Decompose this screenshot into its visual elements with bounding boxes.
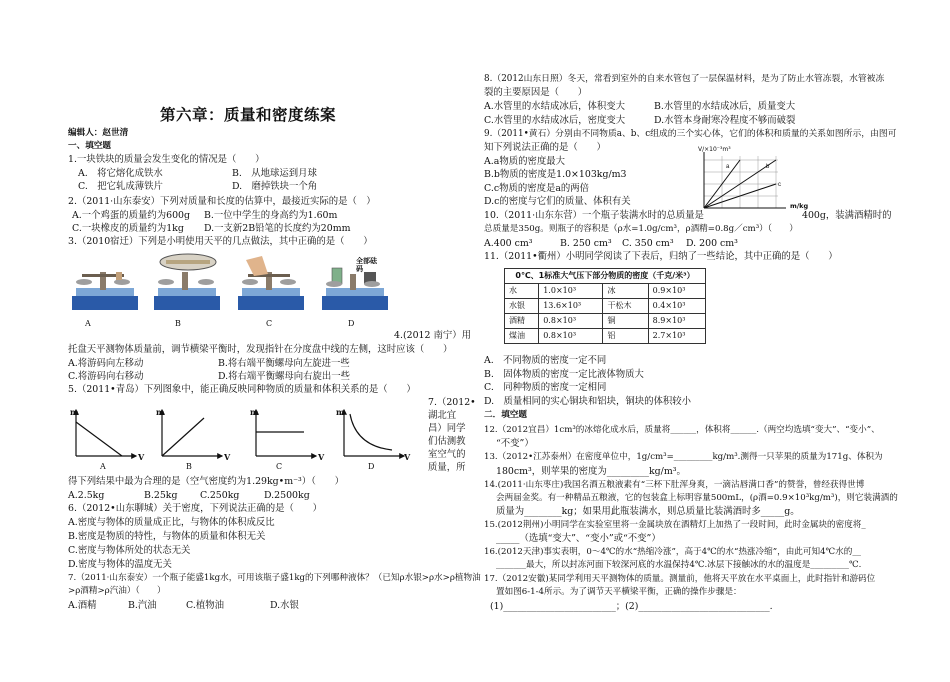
- section-2-heading: 二．填空题: [484, 410, 527, 420]
- q7b-option-d: D.水银: [270, 600, 299, 611]
- q7a-line-5: 室空气的: [428, 449, 466, 460]
- q9-option-b: B.b物质的密度是1.0×103kg/m3: [484, 169, 627, 180]
- editor-line: 编辑人：赵世清: [68, 128, 129, 138]
- fill-17: 17.（2012安徽)某同学利用天平测物体的质量。测量前，他将天平放在水平桌面上，此时指针和游码位: [484, 574, 876, 584]
- table-row: [505, 299, 706, 314]
- q7a-line-4: 们估测教: [428, 436, 466, 447]
- q8-option-c: C.水管里的水结成冰后，密度变大: [484, 115, 626, 126]
- balance-picture-b: [154, 254, 220, 310]
- question-8: 8.（2012山东日照）冬天，常看到室外的自来水管包了一层保温材料，是为了防止水管冻裂，水管被冻: [484, 74, 885, 84]
- q6-option-d: D.密度与物体的温度无关: [68, 559, 172, 570]
- table-cell: 0.8×10³: [539, 314, 603, 329]
- q4-option-a: A.将游码向左移动: [68, 358, 144, 369]
- q1-option-d: D. 磨掉铁块一个角: [232, 181, 318, 192]
- question-4-head: 4.(2012 南宁）用: [394, 330, 471, 341]
- table-cell: 铝: [603, 329, 648, 344]
- q6-option-b: B.密度是物质的特性，与物体的质量和体积无关: [68, 531, 266, 542]
- q7a-line-3: 昌）同学: [428, 423, 466, 434]
- q5-graphs: [66, 400, 416, 474]
- table-row: [505, 284, 706, 299]
- question-11: 11.（2011•衢州）小明同学阅读了下表后，归纳了一些结论，其中正确的是（ ）: [484, 251, 838, 262]
- question-7b: 7.（2011·山东泰安）一个瓶子能盛1kg水，可用该瓶子盛1kg的下列哪种液体？（已知ρ水银>ρ水>ρ植物油: [68, 573, 481, 583]
- q10-option-d: D. 200 cm³: [686, 238, 738, 249]
- svg-text:b: b: [766, 164, 770, 170]
- svg-text:a: a: [726, 164, 730, 170]
- table-cell: 0.4×10³: [648, 299, 705, 314]
- q6-option-a: A.密度与物体的质量成正比，与物体的体积成反比: [68, 517, 275, 528]
- q11-option-c: C. 同种物质的密度一定相同: [484, 382, 607, 393]
- graph-b-label: B: [186, 462, 192, 471]
- q7a-continuation: 得下列结果中最为合理的是（空气密度约为1.29kg•m⁻³）（ ）: [68, 476, 344, 487]
- q1-option-b: B. 从地球运到月球: [232, 168, 317, 179]
- q3-label-b: B: [175, 319, 181, 328]
- weights-label: 全部砝码: [356, 257, 377, 273]
- density-table-title: 0℃、1标准大气压下部分物质的密度（千克/米³）: [505, 269, 706, 284]
- fill-14-continuation-2: 质量为________kg；如果用此瓶装满水，则总质量比装满酒时多_____g。: [496, 506, 800, 517]
- graph-a: [76, 410, 136, 456]
- q8-option-a: A.水管里的水结成冰后，体积变大: [484, 101, 626, 112]
- table-cell: 0.9×10³: [648, 284, 705, 299]
- q11-option-d: D. 质量相同的实心铜块和铝块，铜块的体积较小: [484, 396, 692, 407]
- q7a-option-b: B.25kg: [144, 490, 178, 501]
- question-3: 3.（2010宿迁）下列是小明使用天平的几点做法，其中正确的是（ ）: [68, 236, 373, 247]
- table-cell: 水银: [505, 299, 539, 314]
- table-row: [505, 329, 706, 344]
- fill-16-continuation: _______最大，所以封冻河面下较深河底的水温保持4℃.冰层下接触冰的水的温度是_________℃.: [496, 560, 862, 570]
- q7a-option-a: A.2.5kg: [68, 490, 105, 501]
- fill-17-blanks: (1)________________________；(2)____________________________.: [490, 601, 773, 612]
- graph-b-v-label: V: [224, 452, 231, 462]
- table-cell: 干松木: [603, 299, 648, 314]
- q7b-option-c: C.植物油: [186, 600, 224, 611]
- q4-option-b: B.将右端平衡螺母向左旋进一些: [218, 358, 350, 369]
- q9-option-a: A.a物质的密度最大: [484, 156, 565, 167]
- fill-17-continuation: 置如图6-1-4所示。为了调节天平横梁平衡，正确的操作步骤是：: [496, 587, 742, 597]
- fill-14-continuation-1: 会两届金奖。有一种精品五粮液，它的包装盒上标明容量500mL，(ρ酒=0.9×10³kg/m³)，则它装满酒的: [496, 493, 898, 503]
- fill-13: 13.（2012•江苏泰州）在密度单位中，1g/cm³=_________kg/m³.测得一只苹果的质量为171g、体积为: [484, 452, 883, 462]
- question-2: 2.（2011·山东泰安）下列对质量和长度的估算中，最接近实际的是（ ）: [68, 196, 376, 207]
- question-10: 10.（2011·山东东营）一个瓶子装满水时的总质量是: [484, 210, 704, 221]
- q7a-line-1: 7.（2012•: [428, 397, 476, 408]
- graph-c-label: C: [276, 462, 283, 471]
- q2-option-a: A.一个鸡蛋的质量约为600g: [72, 210, 191, 221]
- q2-option-c: C.一块橡皮的质量约为1kg: [72, 223, 184, 234]
- graph-b-m-label: m: [156, 407, 165, 417]
- q8-continuation: 裂的主要原因是（ ）: [484, 87, 588, 98]
- q7a-line-6: 质量，所: [428, 462, 466, 473]
- q9-option-c: C.c物质的密度是a的两倍: [484, 183, 590, 194]
- q2-option-d: D.一支新2B铅笔的长度约为20mm: [204, 223, 351, 234]
- q10-option-b: B. 250 cm³: [560, 238, 612, 249]
- q9-graph-x-label: m/kg: [790, 202, 809, 210]
- table-cell: 13.6×10³: [539, 299, 603, 314]
- fill-12-continuation: “不变”）: [496, 438, 534, 449]
- table-cell: 水: [505, 284, 539, 299]
- table-cell: 0.8×10³: [539, 329, 603, 344]
- fill-14: 14.(2011·山东枣庄)我国名酒五粮液素有“三杯下肚浑身爽，一滴沾唇满口香”的赞誉，曾经获得世博: [484, 480, 865, 490]
- table-cell: 酒精: [505, 314, 539, 329]
- table-cell: 铜: [603, 314, 648, 329]
- q7b-continuation: >ρ酒精>ρ汽油）（ ）: [68, 586, 166, 596]
- q9-continuation: 知下列说法正确的是（ ）: [484, 142, 606, 153]
- table-cell: 煤油: [505, 329, 539, 344]
- q7b-option-b: B.汽油: [128, 600, 157, 611]
- graph-b: [162, 410, 222, 456]
- question-10-right: 400g，装满酒精时的: [802, 210, 892, 221]
- table-row: [505, 314, 706, 329]
- fill-12: 12.（2012宜昌）1cm³的冰熔化成水后，质量将______，体积将______.（两空均选填“变大”、“变小”、: [484, 425, 880, 435]
- question-4: 托盘天平测物体质量前，调节横梁平衡时，发现指针在分度盘中线的左侧，这时应该（ ）: [68, 344, 453, 355]
- graph-c: [256, 410, 316, 456]
- q9-option-d: D.c的密度与它们的质量、体积有关: [484, 196, 631, 207]
- q11-option-b: B. 固体物质的密度一定比液体物质大: [484, 369, 644, 380]
- q10-continuation: 总质量是350g。则瓶子的容积是（ρ水=1.0g/cm³，ρ酒精=0.8g／cm³）（ ）: [484, 224, 798, 234]
- table-cell: 1.0×10³: [539, 284, 603, 299]
- q3-label-c: C: [266, 319, 273, 328]
- question-6: 6.（2012•山东聊城）关于密度，下列说法正确的是（ ）: [68, 503, 322, 514]
- graph-a-label: A: [100, 462, 106, 471]
- graph-c-m-label: m: [250, 407, 259, 417]
- q10-option-c: C. 350 cm³: [622, 238, 674, 249]
- q3-label-a: A: [85, 319, 91, 328]
- q7a-line-2: 湖北宜: [428, 410, 457, 421]
- q6-option-c: C.密度与物体所处的状态无关: [68, 545, 191, 556]
- balance-picture-a: [72, 272, 138, 310]
- graph-d-v-label: V: [404, 452, 411, 462]
- density-table: [504, 268, 706, 344]
- q8-option-d: D.水管本身耐寒冷程度不够而破裂: [654, 115, 796, 126]
- q1-option-a: A. 将它熔化成铁水: [78, 168, 163, 179]
- question-5: 5.（2011•青岛）下列图象中，能正确反映同种物质的质量和体积关系的是（ ）: [68, 384, 416, 395]
- graph-a-m-label: m: [70, 407, 79, 417]
- section-1-heading: 一、填空题: [68, 141, 111, 151]
- question-9: 9.（2011•黄石）分别由不同物质a、b、c组成的三个实心体，它们的体积和质量的关系如图所示，由图可: [484, 129, 897, 139]
- graph-c-v-label: V: [318, 452, 325, 462]
- q9-graph-y-label: V/×10⁻³m³: [698, 146, 731, 153]
- graph-a-v-label: V: [138, 452, 145, 462]
- page-title: 第六章：质量和密度练案: [160, 106, 337, 124]
- table-cell: 冰: [603, 284, 648, 299]
- table-cell: 8.9×10³: [648, 314, 705, 329]
- q10-option-a: A.400 cm³: [484, 238, 533, 249]
- q4-option-c: C.将游码向右移动: [68, 371, 144, 382]
- balance-pictures: [66, 252, 396, 320]
- graph-d-m-label: m: [336, 407, 345, 417]
- balance-picture-c: [238, 256, 304, 310]
- q8-option-b: B.水管里的水结成冰后，质量变大: [654, 101, 796, 112]
- q7b-option-a: A.酒精: [68, 600, 97, 611]
- balance-picture-d: [322, 268, 388, 310]
- q11-option-a: A. 不同物质的密度一定不同: [484, 355, 607, 366]
- graph-d: [344, 410, 404, 456]
- question-1: 1.一块铁块的质量会发生变化的情况是（ ）: [68, 154, 265, 165]
- q1-option-c: C. 把它轧成薄铁片: [78, 181, 163, 192]
- fill-15-continuation: _____（选填“变大”、“变小”或“不变”）: [496, 533, 661, 544]
- q3-label-d: D: [348, 319, 355, 328]
- q4-option-d: D.将右端平衡螺母向右旋出一些: [218, 371, 351, 382]
- q7a-option-d: D.2500kg: [264, 490, 310, 501]
- fill-15: 15.(2012荆州)小明同学在实验室里将一金属块放在酒精灯上加热了一段时间，此时金属块的密度将_: [484, 520, 866, 530]
- q7a-option-c: C.250kg: [200, 490, 240, 501]
- fill-13-continuation: 180cm³，则苹果的密度为_________kg/m³。: [496, 466, 686, 477]
- q2-option-b: B.一位中学生的身高约为1.60m: [204, 210, 338, 221]
- fill-16: 16.(2012天津)事实表明，0～4℃的水“热缩冷涨”，高于4℃的水“热涨冷缩”，由此可知4℃水的__: [484, 547, 861, 557]
- table-cell: 2.7×10³: [648, 329, 705, 344]
- svg-text:c: c: [778, 182, 781, 188]
- graph-d-label: D: [368, 462, 375, 471]
